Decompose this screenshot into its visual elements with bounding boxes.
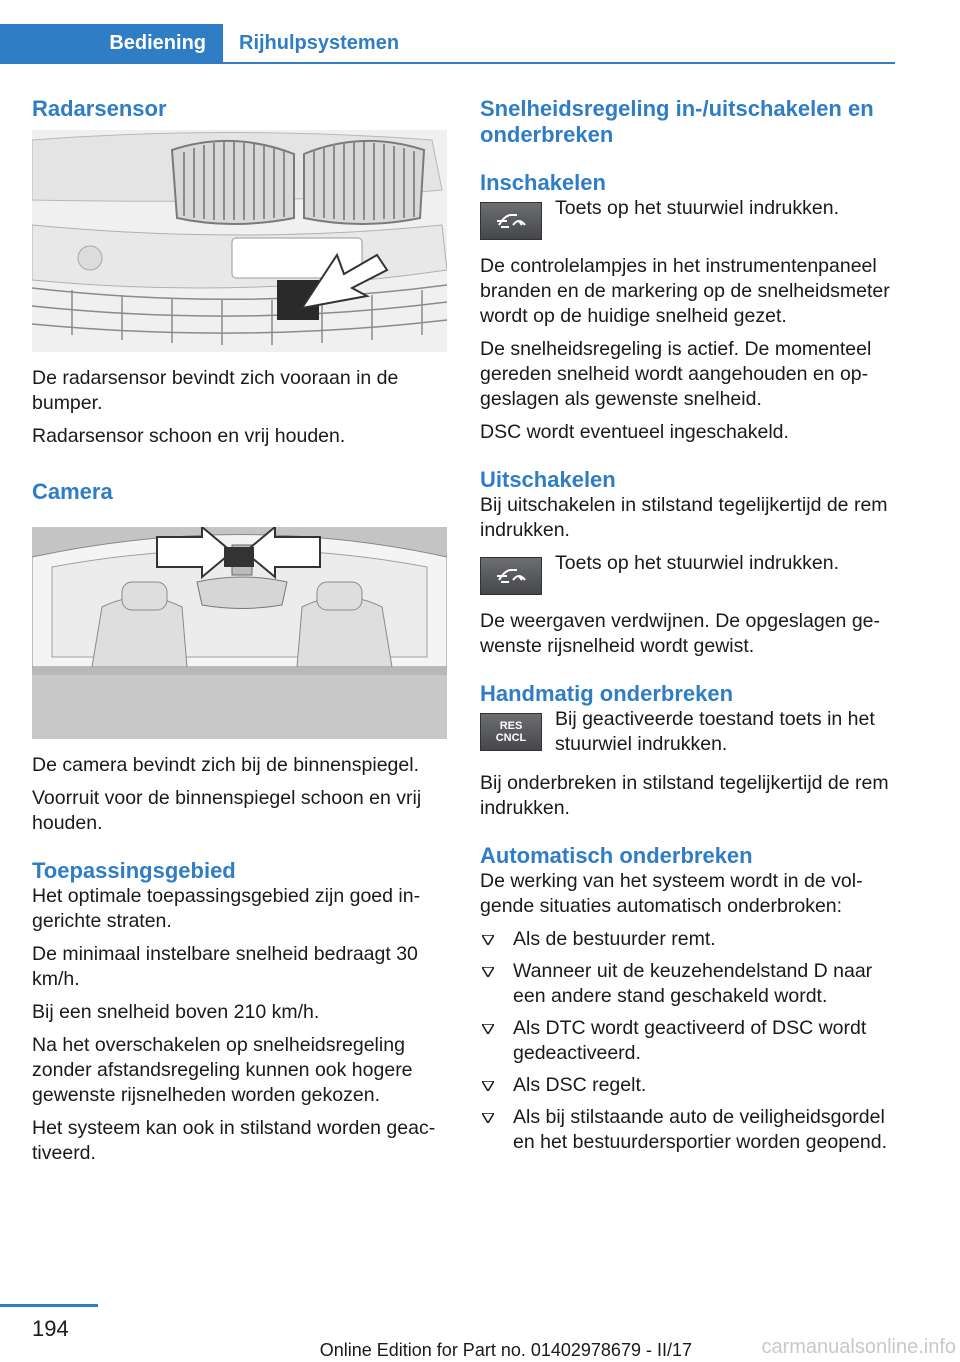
tab-bediening[interactable]: Bediening	[0, 24, 223, 62]
cruise-control-icon	[491, 564, 531, 588]
switch-on-text-3: DSC wordt eventueel ingeschakeld.	[480, 421, 789, 443]
scope-text-5: Het systeem kan ook in stilstand worden geactiveerd.	[32, 1117, 436, 1164]
res-cncl-button[interactable]	[480, 713, 542, 751]
auto-text-1: De werking van het systeem wordt in de volgende situaties automatisch onderbroken:	[480, 870, 863, 917]
camera-heading: Camera	[32, 479, 113, 504]
scope-text-3: Bij een snelheid boven 210 km/h.	[32, 1001, 320, 1023]
radar-heading: Radarsensor	[32, 96, 167, 121]
page-number: 194	[32, 1316, 69, 1341]
res-cncl-label: RES CNCL	[495, 720, 527, 744]
camera-text-2: Voorruit voor de binnenspiegel schoon en vrij houden.	[32, 787, 422, 834]
scope-text-4: Na het overschakelen op snelheidsregeling zonder afstandsregeling kunnen ook hogere gewenste rijsnelheden worden gekozen.	[32, 1034, 413, 1106]
switch-on-key-row	[480, 196, 895, 240]
cruise-control-heading: Snelheidsregeling in-/uitschakelen en onderbreken	[480, 96, 874, 147]
list-item: Als bij stilstaande auto de veiligheidsgordel en het bestuurdersportier worden geopend.	[480, 1105, 895, 1155]
scope-text-2: De minimaal instelbare snelheid bedraagt 30 km/h.	[32, 943, 418, 990]
right-column	[480, 96, 895, 1162]
left-column	[32, 96, 447, 1166]
camera-text-1: De camera bevindt zich bij de binnenspiegel.	[32, 754, 419, 776]
manual-key-text: Bij geactiveerde toestand toets in het stuurwiel indrukken.	[555, 708, 875, 755]
triangle-bullet-icon	[482, 1105, 494, 1123]
list-item: Als DSC regelt.	[480, 1073, 895, 1098]
scope-heading: Toepassingsgebied	[32, 858, 236, 883]
edition-text: Online Edition for Part no. 01402978679 - II/17	[319, 1340, 692, 1360]
radar-sensor-figure	[32, 130, 447, 352]
watermark: carmanualsonline.info	[761, 1336, 956, 1358]
switch-on-text-1: De controlelampjes in het instrumentenpaneel branden en de markering op de snelheidsmeter wordt op de huidige snelheid gezet.	[480, 255, 890, 327]
switch-on-key-text: Toets op het stuurwiel indrukken.	[555, 197, 839, 219]
manual-key-row	[480, 707, 895, 757]
switch-off-text-1: Bij uitschakelen in stilstand tegelijkertijd de rem indrukken.	[480, 494, 888, 541]
switch-off-text-2: De weergaven verdwijnen. De opgeslagen gewenste rijsnelheid wordt gewist.	[480, 610, 881, 657]
switch-off-key-text: Toets op het stuurwiel indrukken.	[555, 552, 839, 574]
cruise-control-off-button[interactable]	[480, 557, 542, 595]
auto-interrupt-heading: Automatisch onderbreken	[480, 843, 753, 868]
header-tabbar	[0, 24, 895, 64]
manual-interrupt-heading: Handmatig onderbreken	[480, 681, 734, 706]
switch-on-heading: Inschakelen	[480, 170, 606, 195]
list-item: Als de bestuurder remt.	[480, 927, 895, 952]
manual-text-1: Bij onderbreken in stilstand tegelijkertijd de rem indrukken.	[480, 772, 889, 819]
list-item: Wanneer uit de keuzehendelstand D naar een andere stand geschakeld wordt.	[480, 959, 895, 1009]
list-item: Als DTC wordt geactiveerd of DSC wordt gedeactiveerd.	[480, 1016, 895, 1066]
footer-divider	[0, 1304, 98, 1307]
car-interior-illustration	[32, 527, 447, 739]
radar-text-2: Radarsensor schoon en vrij houden.	[32, 425, 346, 447]
cruise-control-icon	[491, 209, 531, 233]
scope-text-1: Het optimale toepassingsgebied zijn goed ingerichte straten.	[32, 885, 421, 932]
triangle-bullet-icon	[482, 959, 494, 977]
switch-off-heading: Uitschakelen	[480, 467, 616, 492]
triangle-bullet-icon	[482, 1016, 494, 1034]
triangle-bullet-icon	[482, 1073, 494, 1091]
radar-text-1: De radarsensor bevindt zich vooraan in de bumper.	[32, 367, 399, 414]
switch-on-text-2: De snelheidsregeling is actief. De momenteel gereden snelheid wordt aangehouden en opgeslagen als gewenste snelheid.	[480, 338, 872, 410]
triangle-bullet-icon	[482, 927, 494, 945]
switch-off-key-row	[480, 551, 895, 595]
auto-interrupt-list	[480, 927, 895, 1155]
camera-figure	[32, 527, 447, 739]
car-front-illustration	[32, 130, 447, 352]
tab-rijhulpsystemen[interactable]: Rijhulpsystemen	[239, 32, 400, 54]
cruise-control-button[interactable]	[480, 202, 542, 240]
